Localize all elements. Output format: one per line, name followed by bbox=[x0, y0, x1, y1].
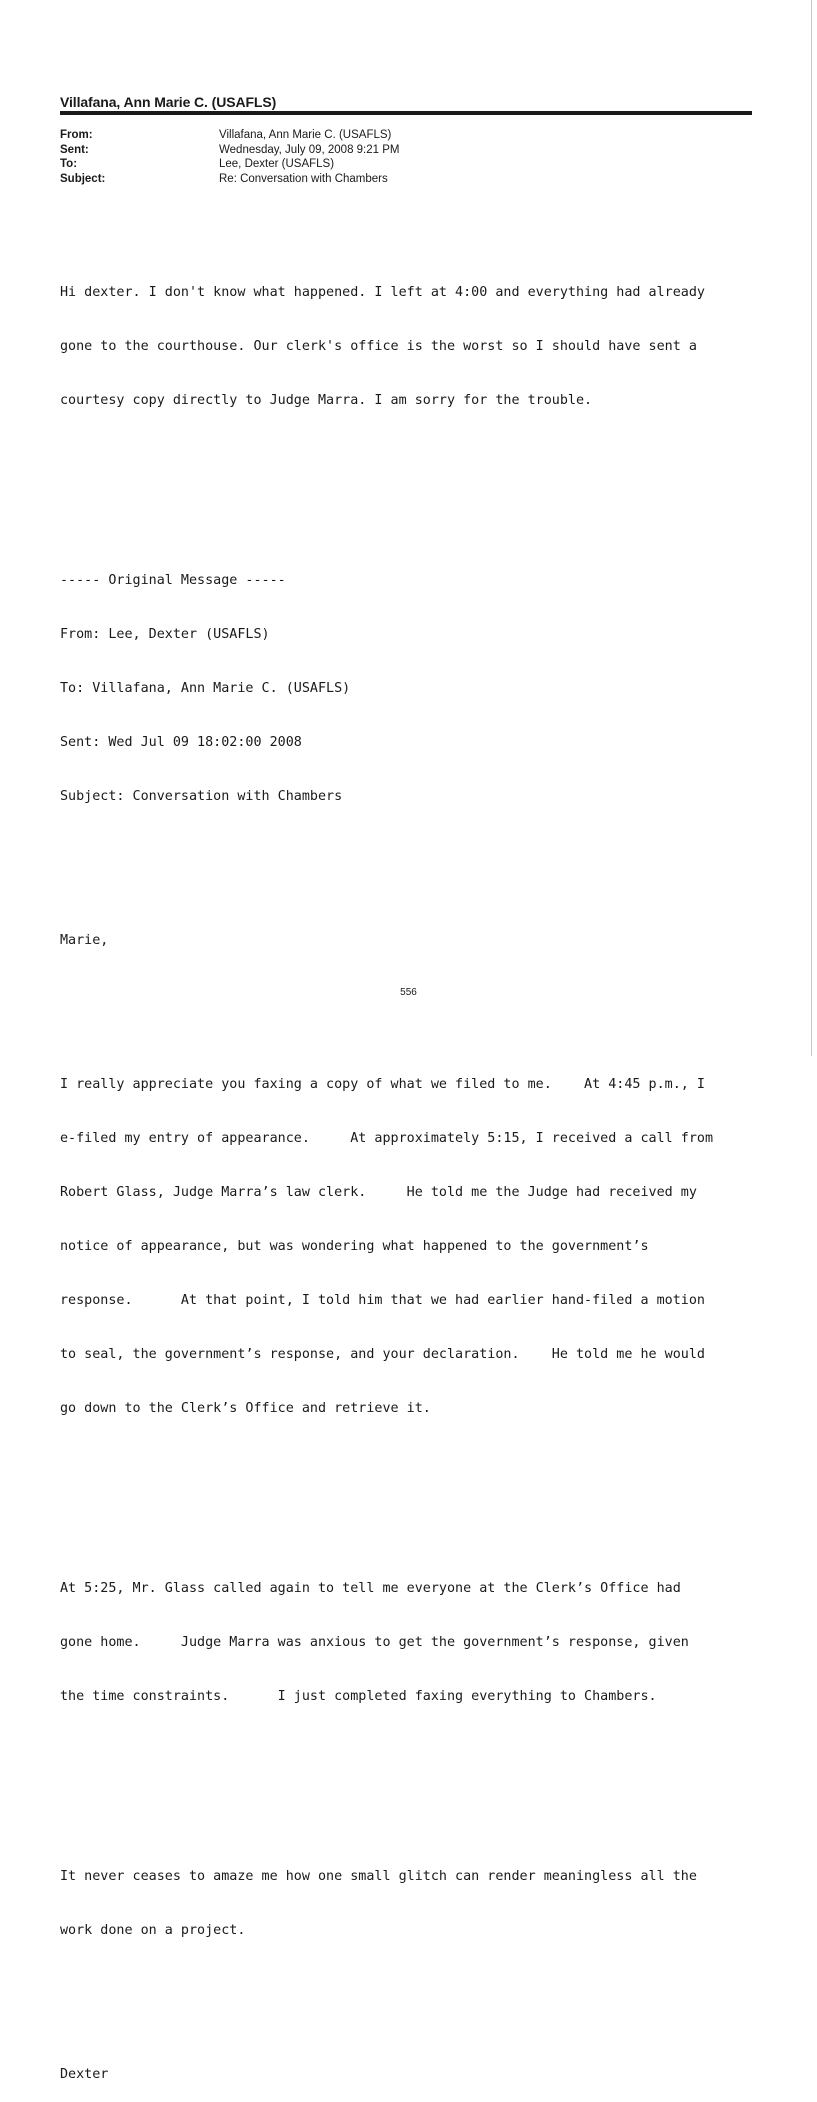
text-line: Hi dexter. I don't know what happened. I left at 4:00 and everything had already bbox=[60, 285, 705, 300]
body-paragraph-1 bbox=[60, 1040, 790, 1454]
page-number: 556 bbox=[400, 987, 417, 998]
text-line: notice of appearance, but was wondering what happened to the government’s bbox=[60, 1239, 649, 1254]
text-line: gone home. Judge Marra was anxious to get the government’s response, given bbox=[60, 1635, 689, 1650]
text-line: To: Villafana, Ann Marie C. (USAFLS) bbox=[60, 681, 351, 696]
email-body bbox=[60, 212, 790, 2102]
text-line: the time constraints. I just completed faxing everything to Chambers. bbox=[60, 1689, 657, 1704]
header-label: To: bbox=[60, 158, 78, 170]
header-subject bbox=[60, 172, 400, 187]
header-value: Re: Conversation with Chambers bbox=[219, 172, 388, 185]
text-line: courtesy copy directly to Judge Marra. I am sorry for the trouble. bbox=[60, 393, 593, 408]
header-sent bbox=[60, 143, 400, 158]
body-paragraph-3 bbox=[60, 1832, 790, 1976]
text-line: e-filed my entry of appearance. At approximately 5:15, I received a call from bbox=[60, 1131, 714, 1146]
text-line: I really appreciate you faxing a copy of what we filed to me. At 4:45 p.m., I bbox=[60, 1077, 705, 1092]
header-label: Sent: bbox=[60, 143, 89, 156]
header-to bbox=[60, 157, 400, 172]
text-line: Subject: Conversation with Chambers bbox=[60, 789, 343, 804]
signature: Dexter bbox=[60, 2067, 109, 2082]
header-rule bbox=[60, 111, 752, 115]
text-line: response. At that point, I told him that we had earlier hand-filed a motion bbox=[60, 1293, 705, 1308]
greeting: Marie, bbox=[60, 933, 109, 948]
text-line: to seal, the government’s response, and your declaration. He told me he would bbox=[60, 1347, 705, 1362]
text-line: At 5:25, Mr. Glass called again to tell me everyone at the Clerk’s Office had bbox=[60, 1581, 681, 1596]
text-line: gone to the courthouse. Our clerk's office is the worst so I should have sent a bbox=[60, 339, 697, 354]
header-from bbox=[60, 128, 400, 143]
scan-edge-line bbox=[811, 0, 812, 1056]
body-paragraph-2 bbox=[60, 1544, 790, 1742]
header-value: Lee, Dexter (USAFLS) bbox=[219, 158, 335, 170]
text-line: From: Lee, Dexter (USAFLS) bbox=[60, 627, 270, 642]
header-value: Villafana, Ann Marie C. (USAFLS) bbox=[219, 129, 392, 141]
text-line: go down to the Clerk’s Office and retrieve it. bbox=[60, 1401, 431, 1416]
header-label: Subject: bbox=[60, 172, 106, 185]
original-message-header bbox=[60, 536, 790, 842]
text-line: Sent: Wed Jul 09 18:02:00 2008 bbox=[60, 735, 302, 750]
text-line: ----- Original Message ----- bbox=[60, 573, 286, 588]
reply-paragraph bbox=[60, 248, 790, 446]
text-line: Robert Glass, Judge Marra’s law clerk. He told me the Judge had received my bbox=[60, 1185, 697, 1200]
text-line: It never ceases to amaze me how one small glitch can render meaningless all the bbox=[60, 1869, 697, 1884]
header-label: From: bbox=[60, 129, 93, 141]
header-value: Wednesday, July 09, 2008 9:21 PM bbox=[219, 143, 400, 156]
sender-banner: Villafana, Ann Marie C. (USAFLS) bbox=[60, 94, 277, 110]
email-headers bbox=[60, 128, 400, 186]
text-line: work done on a project. bbox=[60, 1923, 246, 1938]
